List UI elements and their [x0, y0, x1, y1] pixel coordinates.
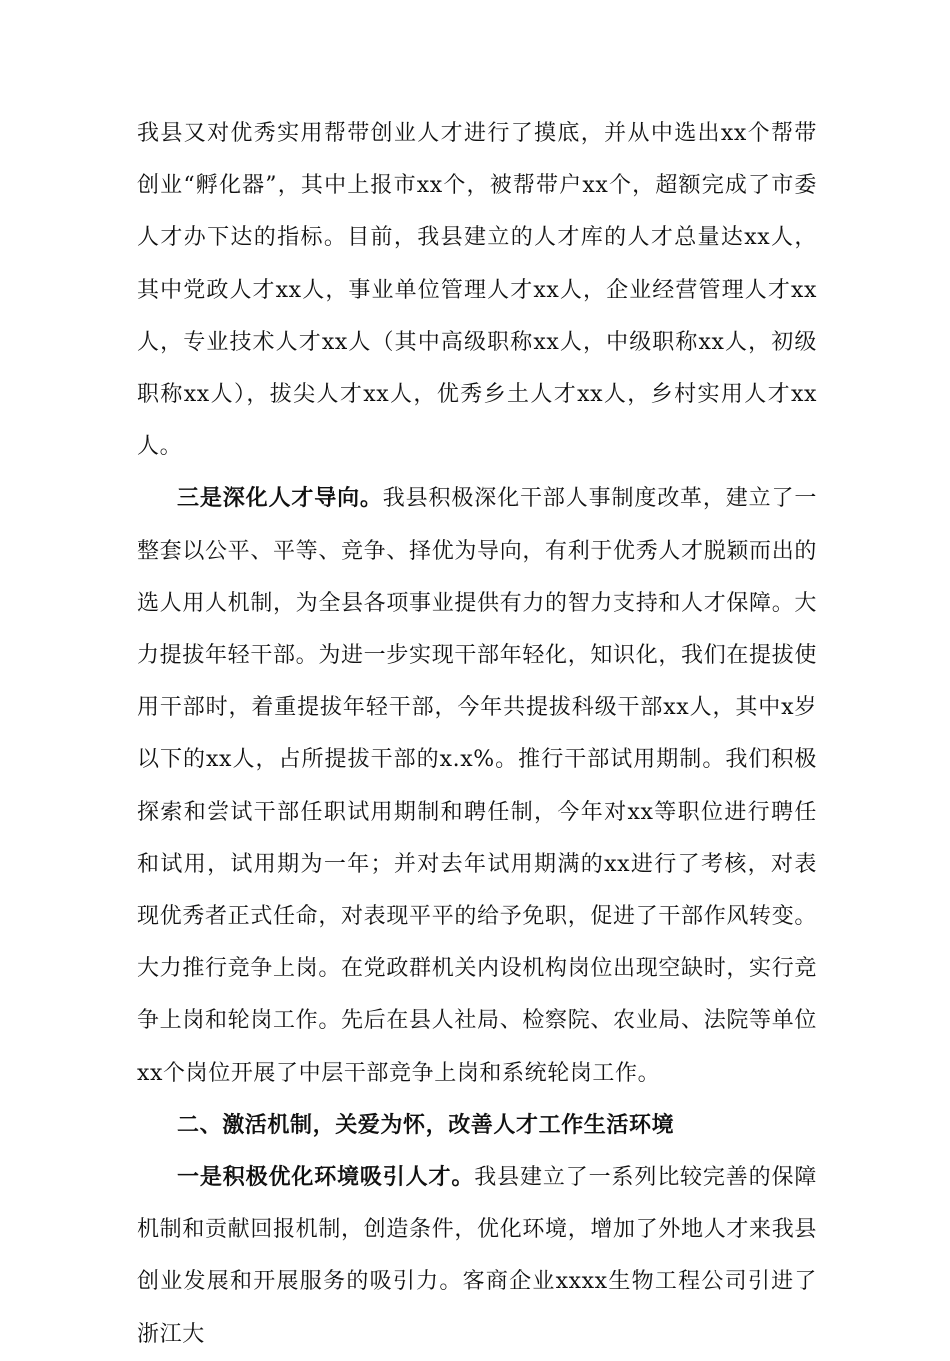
paragraph-talent-guidance	[137, 473, 817, 1099]
paragraph-lead-bold: 一是积极优化环境吸引人才。	[177, 1165, 475, 1191]
paragraph-lead-bold: 三是深化人才导向。	[177, 486, 383, 512]
paragraph-optimize-environment	[137, 1152, 817, 1361]
section-heading: 二、激活机制，关爱为怀，改善人才工作生活环境	[177, 1112, 675, 1138]
paragraph-text: 我县建立了一系列比较完善的保障机制和贡献回报机制，创造条件，优化环境，增加了外地人才来我县创业发展和开展服务的吸引力。客商企业xxxx生物工程公司引进了浙江大	[137, 1165, 817, 1347]
paragraph-talent-pool	[137, 108, 817, 473]
document-page	[137, 108, 817, 1361]
paragraph-text: 我县又对优秀实用帮带创业人才进行了摸底，并从中选出xx个帮带创业“孵化器”，其中上报市xx个，被帮带户xx个，超额完成了市委人才办下达的指标。目前，我县建立的人才库的人才总量达xx人，其中党政人才xx人，事业单位管理人才xx人，企业经营管理人才xx人，专业技术人才xx人（其中高级职称xx人，中级职称xx人，初级职称xx人），拔尖人才xx人，优秀乡土人才xx人，乡村实用人才xx人。	[137, 121, 817, 460]
paragraph-text: 我县积极深化干部人事制度改革，建立了一整套以公平、平等、竞争、择优为导向，有利于优秀人才脱颖而出的选人用人机制，为全县各项事业提供有力的智力支持和人才保障。大力提拔年轻干部。为进一步实现干部年轻化，知识化，我们在提拔使用干部时，着重提拔年轻干部，今年共提拔科级干部xx人，其中x岁以下的xx人，占所提拔干部的x.x%。推行干部试用期制。我们积极探索和尝试干部任职试用期制和聘任制，今年对xx等职位进行聘任和试用，试用期为一年；并对去年试用期满的xx进行了考核，对表现优秀者正式任命，对表现平平的给予免职，促进了干部作风转变。大力推行竞争上岗。在党政群机关内设机构岗位出现空缺时，实行竞争上岗和轮岗工作。先后在县人社局、检察院、农业局、法院等单位xx个岗位开展了中层干部竞争上岗和系统轮岗工作。	[137, 486, 817, 1086]
